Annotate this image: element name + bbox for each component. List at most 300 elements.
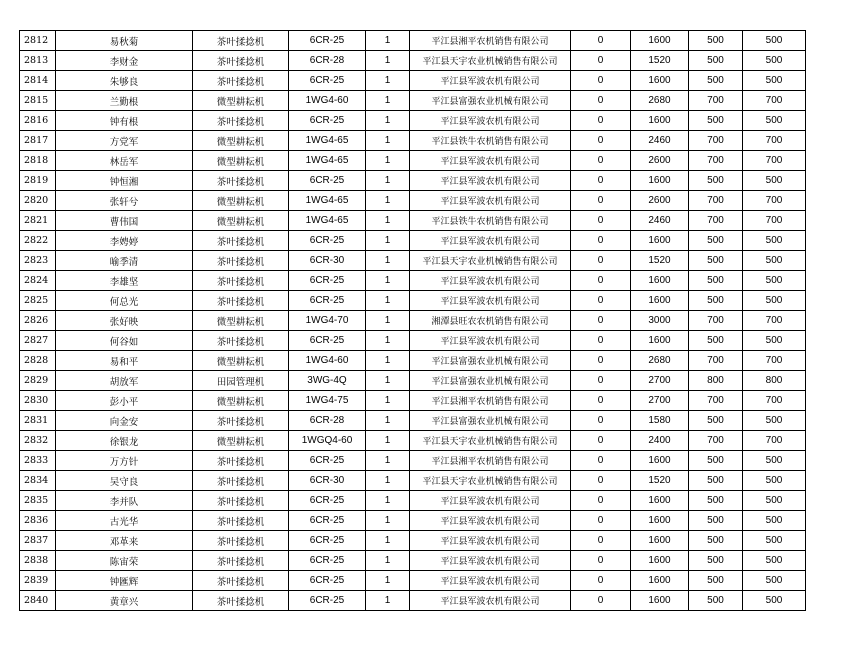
cell-machine-model: 1WG4-75 — [289, 391, 366, 411]
cell-machine-model: 1WG4-65 — [289, 191, 366, 211]
cell-quantity: 1 — [366, 511, 410, 531]
cell-quantity: 1 — [366, 251, 410, 271]
cell-serial-number: 2835 — [20, 491, 56, 511]
table-row — [20, 111, 806, 131]
cell-serial-number: 2828 — [20, 351, 56, 371]
cell-serial-number: 2826 — [20, 311, 56, 331]
cell-serial-number: 2813 — [20, 51, 56, 71]
cell-buyer-name: 陈宙荣 — [56, 551, 193, 571]
cell-machine-type: 田园管理机 — [193, 371, 289, 391]
cell-buyer-name: 兰勤根 — [56, 91, 193, 111]
cell-machine-type: 茶叶揉捻机 — [193, 31, 289, 51]
cell-machine-type: 茶叶揉捻机 — [193, 411, 289, 431]
cell-machine-model: 1WGQ4-60 — [289, 431, 366, 451]
cell-serial-number: 2831 — [20, 411, 56, 431]
cell-value-b: 2600 — [631, 191, 689, 211]
cell-serial-number: 2829 — [20, 371, 56, 391]
cell-value-d: 500 — [743, 71, 806, 91]
table-row — [20, 571, 806, 591]
cell-value-b: 1520 — [631, 51, 689, 71]
cell-machine-type: 茶叶揉捻机 — [193, 591, 289, 611]
cell-quantity: 1 — [366, 531, 410, 551]
table-row — [20, 351, 806, 371]
cell-value-a: 0 — [571, 391, 631, 411]
cell-value-b: 1600 — [631, 231, 689, 251]
cell-serial-number: 2823 — [20, 251, 56, 271]
cell-machine-type: 微型耕耘机 — [193, 91, 289, 111]
cell-value-d: 700 — [743, 91, 806, 111]
cell-serial-number: 2838 — [20, 551, 56, 571]
cell-buyer-name: 李雄坚 — [56, 271, 193, 291]
cell-dealer: 平江县天宇农业机械销售有限公司 — [410, 431, 571, 451]
cell-value-a: 0 — [571, 491, 631, 511]
cell-dealer: 湘潭县旺农农机销售有限公司 — [410, 311, 571, 331]
cell-machine-type: 微型耕耘机 — [193, 351, 289, 371]
table-row — [20, 491, 806, 511]
cell-value-a: 0 — [571, 51, 631, 71]
cell-value-a: 0 — [571, 551, 631, 571]
cell-value-b: 1520 — [631, 471, 689, 491]
table-row — [20, 51, 806, 71]
cell-machine-type: 茶叶揉捻机 — [193, 511, 289, 531]
cell-value-a: 0 — [571, 431, 631, 451]
cell-value-b: 1600 — [631, 71, 689, 91]
cell-dealer: 平江县军波农机有限公司 — [410, 531, 571, 551]
cell-buyer-name: 何总光 — [56, 291, 193, 311]
cell-dealer: 平江县天宇农业机械销售有限公司 — [410, 471, 571, 491]
cell-machine-model: 6CR-25 — [289, 531, 366, 551]
cell-machine-type: 茶叶揉捻机 — [193, 491, 289, 511]
cell-machine-type: 茶叶揉捻机 — [193, 331, 289, 351]
cell-machine-model: 6CR-25 — [289, 231, 366, 251]
cell-serial-number: 2834 — [20, 471, 56, 491]
cell-quantity: 1 — [366, 191, 410, 211]
table-row — [20, 371, 806, 391]
cell-serial-number: 2824 — [20, 271, 56, 291]
cell-dealer: 平江县军波农机有限公司 — [410, 291, 571, 311]
cell-dealer: 平江县军波农机有限公司 — [410, 331, 571, 351]
cell-machine-type: 茶叶揉捻机 — [193, 51, 289, 71]
cell-value-b: 1600 — [631, 511, 689, 531]
cell-value-d: 500 — [743, 171, 806, 191]
cell-quantity: 1 — [366, 371, 410, 391]
cell-buyer-name: 钟恒湘 — [56, 171, 193, 191]
cell-value-b: 1600 — [631, 451, 689, 471]
cell-machine-type: 微型耕耘机 — [193, 391, 289, 411]
cell-value-d: 700 — [743, 391, 806, 411]
table-row — [20, 451, 806, 471]
cell-value-c: 700 — [689, 131, 743, 151]
cell-value-b: 2700 — [631, 371, 689, 391]
cell-value-d: 700 — [743, 191, 806, 211]
cell-value-a: 0 — [571, 351, 631, 371]
cell-value-b: 1600 — [631, 551, 689, 571]
cell-machine-type: 微型耕耘机 — [193, 211, 289, 231]
cell-machine-model: 1WG4-70 — [289, 311, 366, 331]
cell-serial-number: 2821 — [20, 211, 56, 231]
cell-value-a: 0 — [571, 311, 631, 331]
table-row — [20, 511, 806, 531]
cell-machine-model: 6CR-25 — [289, 571, 366, 591]
cell-dealer: 平江县湘平农机销售有限公司 — [410, 31, 571, 51]
cell-buyer-name: 易秋菊 — [56, 31, 193, 51]
cell-serial-number: 2827 — [20, 331, 56, 351]
cell-quantity: 1 — [366, 331, 410, 351]
cell-machine-model: 6CR-25 — [289, 331, 366, 351]
cell-value-a: 0 — [571, 111, 631, 131]
cell-machine-model: 6CR-25 — [289, 271, 366, 291]
cell-machine-type: 微型耕耘机 — [193, 191, 289, 211]
cell-machine-model: 6CR-25 — [289, 111, 366, 131]
cell-buyer-name: 李并队 — [56, 491, 193, 511]
cell-value-d: 500 — [743, 331, 806, 351]
cell-value-c: 500 — [689, 571, 743, 591]
cell-machine-model: 6CR-28 — [289, 51, 366, 71]
cell-quantity: 1 — [366, 311, 410, 331]
cell-value-b: 1520 — [631, 251, 689, 271]
cell-buyer-name: 向金安 — [56, 411, 193, 431]
cell-value-d: 700 — [743, 131, 806, 151]
cell-machine-model: 6CR-25 — [289, 291, 366, 311]
cell-value-c: 500 — [689, 51, 743, 71]
cell-machine-type: 茶叶揉捻机 — [193, 231, 289, 251]
cell-machine-model: 6CR-25 — [289, 491, 366, 511]
cell-value-d: 700 — [743, 351, 806, 371]
cell-value-c: 700 — [689, 191, 743, 211]
cell-value-d: 500 — [743, 551, 806, 571]
cell-value-c: 500 — [689, 531, 743, 551]
table-row — [20, 271, 806, 291]
cell-machine-model: 1WG4-60 — [289, 351, 366, 371]
cell-quantity: 1 — [366, 231, 410, 251]
cell-dealer: 平江县湘平农机销售有限公司 — [410, 451, 571, 471]
table-row — [20, 471, 806, 491]
cell-machine-type: 茶叶揉捻机 — [193, 531, 289, 551]
cell-quantity: 1 — [366, 351, 410, 371]
table-row — [20, 391, 806, 411]
cell-value-a: 0 — [571, 151, 631, 171]
table-row — [20, 551, 806, 571]
cell-quantity: 1 — [366, 171, 410, 191]
cell-value-a: 0 — [571, 511, 631, 531]
cell-buyer-name: 钟有根 — [56, 111, 193, 131]
table-row — [20, 91, 806, 111]
cell-serial-number: 2814 — [20, 71, 56, 91]
cell-machine-model: 6CR-28 — [289, 411, 366, 431]
table-row — [20, 31, 806, 51]
cell-machine-model: 1WG4-65 — [289, 151, 366, 171]
cell-quantity: 1 — [366, 591, 410, 611]
table-row — [20, 591, 806, 611]
cell-buyer-name: 钟匯辉 — [56, 571, 193, 591]
cell-machine-model: 1WG4-60 — [289, 91, 366, 111]
cell-machine-type: 茶叶揉捻机 — [193, 111, 289, 131]
cell-serial-number: 2817 — [20, 131, 56, 151]
cell-buyer-name: 朱够良 — [56, 71, 193, 91]
cell-serial-number: 2825 — [20, 291, 56, 311]
cell-dealer: 平江县军波农机有限公司 — [410, 491, 571, 511]
cell-value-d: 700 — [743, 431, 806, 451]
cell-quantity: 1 — [366, 131, 410, 151]
cell-dealer: 平江县军波农机有限公司 — [410, 591, 571, 611]
cell-buyer-name: 黄章兴 — [56, 591, 193, 611]
cell-value-c: 500 — [689, 71, 743, 91]
table-row — [20, 211, 806, 231]
cell-machine-type: 茶叶揉捻机 — [193, 171, 289, 191]
cell-value-b: 2700 — [631, 391, 689, 411]
cell-machine-type: 微型耕耘机 — [193, 131, 289, 151]
cell-value-a: 0 — [571, 471, 631, 491]
cell-dealer: 平江县铁牛农机销售有限公司 — [410, 131, 571, 151]
cell-value-b: 1600 — [631, 271, 689, 291]
cell-serial-number: 2818 — [20, 151, 56, 171]
cell-serial-number: 2822 — [20, 231, 56, 251]
cell-value-b: 1600 — [631, 291, 689, 311]
cell-buyer-name: 林岳军 — [56, 151, 193, 171]
table-row — [20, 151, 806, 171]
cell-dealer: 平江县军波农机有限公司 — [410, 551, 571, 571]
cell-value-d: 500 — [743, 491, 806, 511]
cell-value-c: 500 — [689, 171, 743, 191]
cell-value-a: 0 — [571, 31, 631, 51]
cell-dealer: 平江县军波农机有限公司 — [410, 271, 571, 291]
table-row — [20, 531, 806, 551]
cell-machine-type: 茶叶揉捻机 — [193, 551, 289, 571]
cell-serial-number: 2830 — [20, 391, 56, 411]
cell-quantity: 1 — [366, 111, 410, 131]
cell-dealer: 平江县军波农机有限公司 — [410, 71, 571, 91]
cell-value-c: 800 — [689, 371, 743, 391]
cell-dealer: 平江县军波农机有限公司 — [410, 231, 571, 251]
cell-value-b: 2460 — [631, 211, 689, 231]
cell-machine-model: 6CR-25 — [289, 511, 366, 531]
cell-buyer-name: 喻季清 — [56, 251, 193, 271]
cell-value-c: 700 — [689, 91, 743, 111]
cell-value-a: 0 — [571, 231, 631, 251]
cell-value-a: 0 — [571, 91, 631, 111]
subsidy-table — [19, 30, 806, 611]
cell-value-b: 3000 — [631, 311, 689, 331]
cell-quantity: 1 — [366, 31, 410, 51]
cell-value-c: 700 — [689, 211, 743, 231]
cell-quantity: 1 — [366, 391, 410, 411]
cell-dealer: 平江县军波农机有限公司 — [410, 111, 571, 131]
cell-value-b: 1600 — [631, 531, 689, 551]
cell-buyer-name: 李财金 — [56, 51, 193, 71]
cell-value-b: 1600 — [631, 591, 689, 611]
cell-serial-number: 2839 — [20, 571, 56, 591]
cell-value-d: 500 — [743, 251, 806, 271]
cell-buyer-name: 曹伟国 — [56, 211, 193, 231]
cell-value-c: 700 — [689, 311, 743, 331]
cell-value-c: 700 — [689, 431, 743, 451]
cell-quantity: 1 — [366, 51, 410, 71]
cell-serial-number: 2820 — [20, 191, 56, 211]
cell-value-b: 1600 — [631, 111, 689, 131]
cell-buyer-name: 何谷如 — [56, 331, 193, 351]
table-row — [20, 431, 806, 451]
cell-quantity: 1 — [366, 451, 410, 471]
cell-value-c: 500 — [689, 511, 743, 531]
cell-buyer-name: 易和平 — [56, 351, 193, 371]
cell-value-d: 500 — [743, 411, 806, 431]
cell-machine-model: 3WG-4Q — [289, 371, 366, 391]
cell-dealer: 平江县军波农机有限公司 — [410, 571, 571, 591]
cell-dealer: 平江县军波农机有限公司 — [410, 511, 571, 531]
cell-value-d: 500 — [743, 231, 806, 251]
cell-machine-model: 6CR-25 — [289, 171, 366, 191]
cell-value-d: 700 — [743, 151, 806, 171]
cell-value-c: 500 — [689, 231, 743, 251]
cell-value-c: 500 — [689, 251, 743, 271]
cell-buyer-name: 张轩兮 — [56, 191, 193, 211]
cell-value-b: 2600 — [631, 151, 689, 171]
table-row — [20, 411, 806, 431]
cell-value-b: 1600 — [631, 491, 689, 511]
cell-quantity: 1 — [366, 71, 410, 91]
cell-buyer-name: 万方针 — [56, 451, 193, 471]
table-row — [20, 331, 806, 351]
cell-value-b: 1580 — [631, 411, 689, 431]
cell-buyer-name: 邓革来 — [56, 531, 193, 551]
cell-value-b: 2400 — [631, 431, 689, 451]
cell-value-d: 500 — [743, 451, 806, 471]
cell-value-b: 2460 — [631, 131, 689, 151]
cell-value-c: 700 — [689, 391, 743, 411]
cell-value-d: 500 — [743, 571, 806, 591]
cell-quantity: 1 — [366, 551, 410, 571]
cell-machine-type: 茶叶揉捻机 — [193, 571, 289, 591]
cell-buyer-name: 胡放军 — [56, 371, 193, 391]
cell-serial-number: 2832 — [20, 431, 56, 451]
cell-value-a: 0 — [571, 411, 631, 431]
cell-dealer: 平江县军波农机有限公司 — [410, 171, 571, 191]
cell-value-d: 500 — [743, 31, 806, 51]
cell-value-a: 0 — [571, 291, 631, 311]
cell-value-a: 0 — [571, 131, 631, 151]
cell-value-b: 2680 — [631, 351, 689, 371]
cell-value-b: 2680 — [631, 91, 689, 111]
cell-value-c: 500 — [689, 411, 743, 431]
cell-dealer: 平江县富强农业机械有限公司 — [410, 351, 571, 371]
table-row — [20, 251, 806, 271]
cell-value-c: 500 — [689, 331, 743, 351]
cell-value-d: 500 — [743, 511, 806, 531]
cell-machine-model: 6CR-25 — [289, 71, 366, 91]
cell-machine-model: 6CR-25 — [289, 31, 366, 51]
cell-serial-number: 2815 — [20, 91, 56, 111]
cell-serial-number: 2816 — [20, 111, 56, 131]
cell-buyer-name: 方党军 — [56, 131, 193, 151]
cell-buyer-name: 李娉婷 — [56, 231, 193, 251]
cell-value-d: 500 — [743, 111, 806, 131]
cell-dealer: 平江县铁牛农机销售有限公司 — [410, 211, 571, 231]
cell-machine-type: 微型耕耘机 — [193, 311, 289, 331]
cell-buyer-name: 古光华 — [56, 511, 193, 531]
cell-value-c: 700 — [689, 351, 743, 371]
cell-value-a: 0 — [571, 331, 631, 351]
cell-value-d: 800 — [743, 371, 806, 391]
cell-dealer: 平江县富强农业机械有限公司 — [410, 411, 571, 431]
cell-value-c: 500 — [689, 471, 743, 491]
cell-value-d: 500 — [743, 471, 806, 491]
cell-value-c: 500 — [689, 591, 743, 611]
cell-quantity: 1 — [366, 211, 410, 231]
cell-quantity: 1 — [366, 291, 410, 311]
cell-quantity: 1 — [366, 91, 410, 111]
cell-value-c: 700 — [689, 151, 743, 171]
cell-machine-type: 茶叶揉捻机 — [193, 251, 289, 271]
cell-dealer: 平江县湘平农机销售有限公司 — [410, 391, 571, 411]
cell-quantity: 1 — [366, 411, 410, 431]
cell-machine-type: 茶叶揉捻机 — [193, 291, 289, 311]
cell-value-c: 500 — [689, 271, 743, 291]
cell-value-a: 0 — [571, 271, 631, 291]
cell-machine-model: 6CR-25 — [289, 451, 366, 471]
cell-value-d: 500 — [743, 291, 806, 311]
cell-value-b: 1600 — [631, 31, 689, 51]
cell-machine-type: 茶叶揉捻机 — [193, 471, 289, 491]
table-body — [20, 31, 806, 611]
cell-dealer: 平江县富强农业机械有限公司 — [410, 91, 571, 111]
table-row — [20, 71, 806, 91]
cell-value-c: 500 — [689, 111, 743, 131]
cell-value-a: 0 — [571, 71, 631, 91]
cell-value-a: 0 — [571, 371, 631, 391]
cell-serial-number: 2837 — [20, 531, 56, 551]
cell-value-d: 500 — [743, 271, 806, 291]
table-row — [20, 231, 806, 251]
cell-quantity: 1 — [366, 151, 410, 171]
table-row — [20, 171, 806, 191]
cell-value-d: 700 — [743, 311, 806, 331]
cell-machine-model: 6CR-30 — [289, 251, 366, 271]
cell-quantity: 1 — [366, 431, 410, 451]
cell-value-a: 0 — [571, 571, 631, 591]
cell-buyer-name: 彭小平 — [56, 391, 193, 411]
cell-dealer: 平江县军波农机有限公司 — [410, 151, 571, 171]
cell-value-d: 500 — [743, 591, 806, 611]
cell-machine-model: 1WG4-65 — [289, 131, 366, 151]
cell-value-a: 0 — [571, 211, 631, 231]
cell-value-b: 1600 — [631, 571, 689, 591]
cell-value-a: 0 — [571, 591, 631, 611]
cell-dealer: 平江县富强农业机械有限公司 — [410, 371, 571, 391]
cell-machine-model: 6CR-25 — [289, 551, 366, 571]
cell-value-c: 500 — [689, 551, 743, 571]
cell-serial-number: 2819 — [20, 171, 56, 191]
cell-machine-model: 1WG4-65 — [289, 211, 366, 231]
cell-value-d: 700 — [743, 211, 806, 231]
cell-serial-number: 2812 — [20, 31, 56, 51]
table-row — [20, 291, 806, 311]
cell-value-c: 500 — [689, 31, 743, 51]
cell-value-c: 500 — [689, 491, 743, 511]
cell-serial-number: 2840 — [20, 591, 56, 611]
cell-machine-model: 6CR-30 — [289, 471, 366, 491]
cell-value-c: 500 — [689, 451, 743, 471]
cell-quantity: 1 — [366, 471, 410, 491]
cell-buyer-name: 吴守良 — [56, 471, 193, 491]
cell-dealer: 平江县天宇农业机械销售有限公司 — [410, 51, 571, 71]
cell-quantity: 1 — [366, 571, 410, 591]
cell-machine-model: 6CR-25 — [289, 591, 366, 611]
cell-value-b: 1600 — [631, 171, 689, 191]
cell-machine-type: 茶叶揉捻机 — [193, 71, 289, 91]
cell-value-a: 0 — [571, 251, 631, 271]
cell-value-c: 500 — [689, 291, 743, 311]
table-row — [20, 191, 806, 211]
